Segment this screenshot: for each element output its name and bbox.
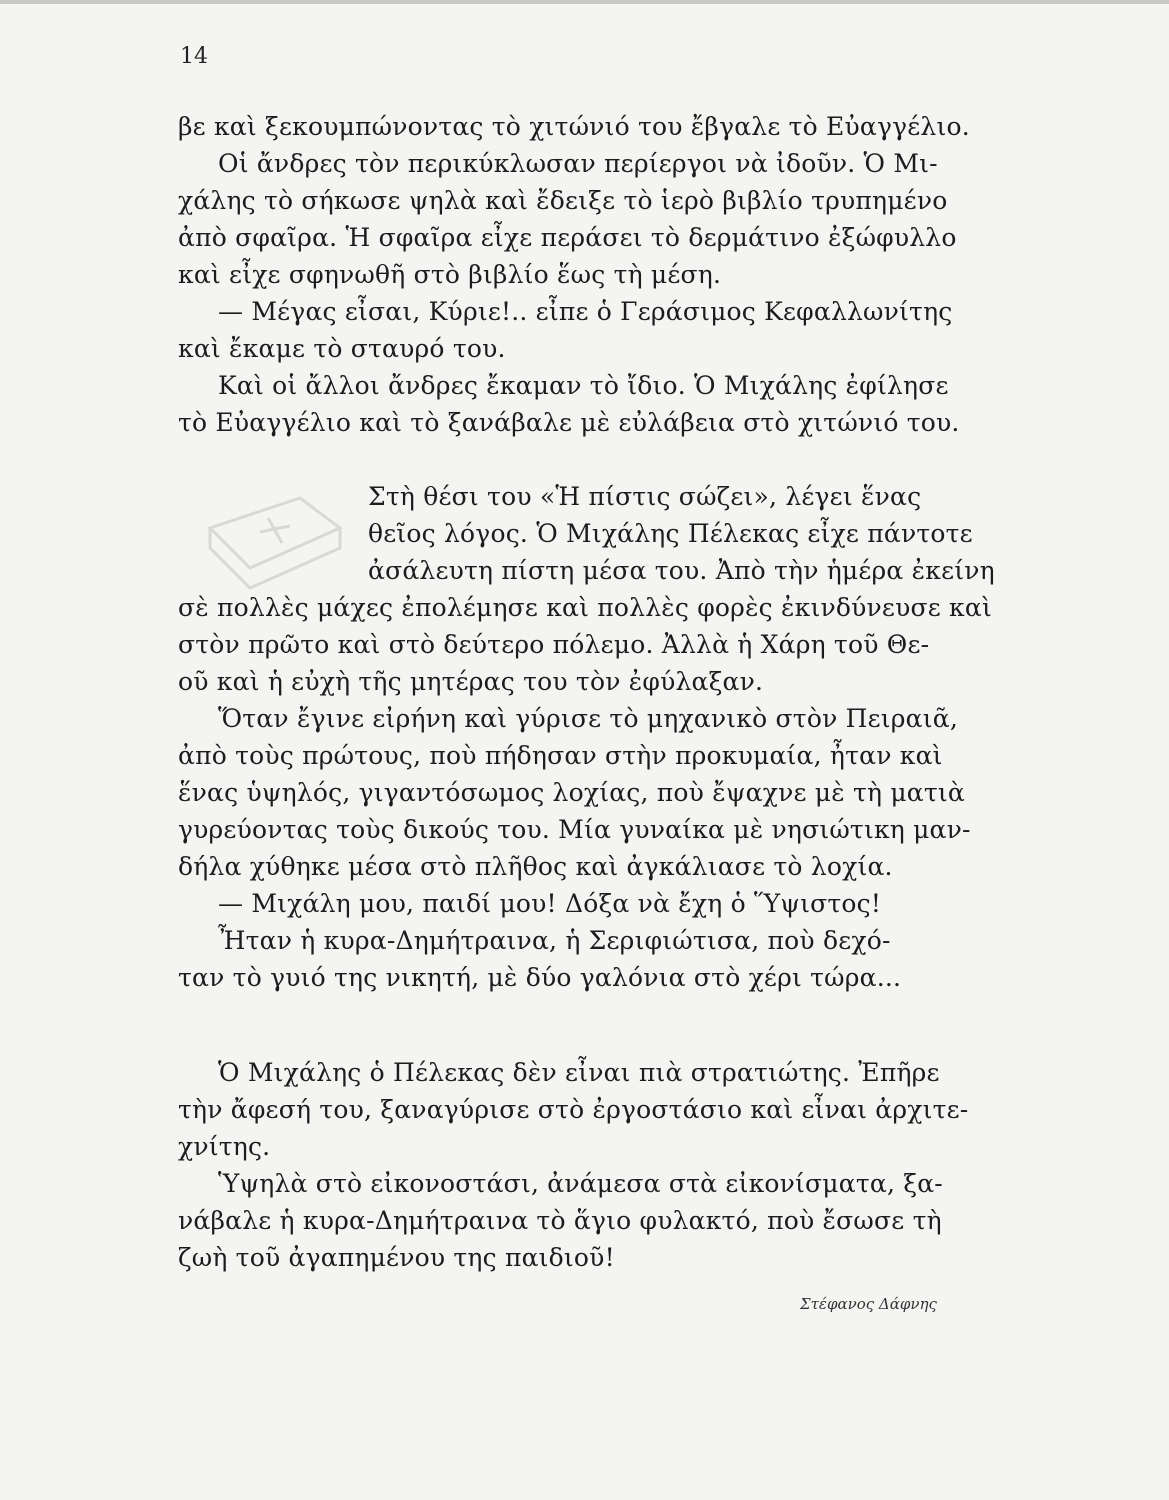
text-line: Ὁ Μιχάλης ὁ Πέλεκας δὲν εἶναι πιὰ στρατιώτης. Ἐπῆρε [218,1058,940,1087]
text-line: νάβαλε ἡ κυρα-Δημήτραινα τὸ ἅγιο φυλακτό, ποὺ ἔσωσε τὴ [178,1206,942,1235]
text-line: ἕνας ὑψηλός, γιγαντόσωμος λοχίας, ποὺ ἔψαχνε μὲ τὴ ματιὰ [178,778,965,807]
text-line: Ὑψηλὰ στὸ εἰκονοστάσι, ἀνάμεσα στὰ εἰκονίσματα, ξα- [218,1169,943,1198]
text-line: — Μέγας εἶσαι, Κύριε!.. εἶπε ὁ Γεράσιμος Κεφαλλωνίτης [218,297,953,326]
text-line: Ἦταν ἡ κυρα-Δημήτραινα, ἡ Σεριφιώτισα, ποὺ δεχό- [218,926,891,955]
text-line: χάλης τὸ σήκωσε ψηλὰ καὶ ἔδειξε τὸ ἱερὸ βιβλίο τρυπημένο [178,186,948,215]
text-line: γυρεύοντας τοὺς δικούς του. Μία γυναίκα μὲ νησιώτικη μαν- [178,815,971,844]
text-line: χνίτης. [178,1132,271,1161]
text-line: θεῖος λόγος. Ὁ Μιχάλης Πέλεκας εἶχε πάντοτε [368,519,973,548]
text-line: Ὅταν ἔγινε εἰρήνη καὶ γύρισε τὸ μηχανικὸ στὸν Πειραιᾶ, [218,704,958,733]
text-line: τὴν ἄφεσή του, ξαναγύρισε στὸ ἐργοστάσιο καὶ εἶναι ἀρχιτε- [178,1095,969,1124]
text-line: σὲ πολλὲς μάχες ἐπολέμησε καὶ πολλὲς φορὲς ἐκινδύνευσε καὶ [178,593,992,622]
page-number: 14 [180,44,208,69]
text-line: Οἱ ἄνδρες τὸν περικύκλωσαν περίεργοι νὰ ἰδοῦν. Ὁ Μι- [218,149,938,178]
text-block-middle [178,478,1044,996]
text-line: Καὶ οἱ ἄλλοι ἄνδρες ἔκαμαν τὸ ἴδιο. Ὁ Μιχάλης ἐφίλησε [218,371,949,400]
text-line: ζωὴ τοῦ ἀγαπημένου της παιδιοῦ! [178,1243,615,1272]
top-rule [0,0,1169,4]
text-line: δήλα χύθηκε μέσα στὸ πλῆθος καὶ ἀγκάλιασε τὸ λοχία. [178,852,893,881]
author-signature: Στέφανος Δάφνης [800,1295,937,1313]
text-line: Στὴ θέσι του «Ἡ πίστις σώζει», λέγει ἕνας [368,482,922,511]
text-line: βε καὶ ξεκουμπώνοντας τὸ χιτώνιό του ἔβγαλε τὸ Εὐαγγέλιο. [178,112,970,141]
text-line: ἀπὸ σφαῖρα. Ἡ σφαῖρα εἶχε περάσει τὸ δερμάτινο ἐξώφυλλο [178,223,957,252]
text-line: οῦ καὶ ἡ εὐχὴ τῆς μητέρας του τὸν ἐφύλαξαν. [178,667,764,696]
text-block-top [178,108,1044,441]
text-line: τὸ Εὐαγγέλιο καὶ τὸ ξανάβαλε μὲ εὐλάβεια στὸ χιτώνιό του. [178,408,960,437]
text-line: στὸν πρῶτο καὶ στὸ δεύτερο πόλεμο. Ἀλλὰ ἡ Χάρη τοῦ Θε- [178,630,930,659]
text-line: καὶ εἶχε σφηνωθῆ στὸ βιβλίο ἕως τὴ μέση. [178,260,722,289]
text-line: ἀσάλευτη πίστη μέσα του. Ἀπὸ τὴν ἡμέρα ἐκείνη [368,556,995,585]
text-line: — Μιχάλη μου, παιδί μου! Δόξα νὰ ἔχη ὁ Ὕψιστος! [218,889,882,918]
text-block-bottom [178,1054,1044,1276]
text-line: ταν τὸ γυιό της νικητή, μὲ δύο γαλόνια στὸ χέρι τώρα... [178,963,902,992]
text-line: ἀπὸ τοὺς πρώτους, ποὺ πήδησαν στὴν προκυμαία, ἦταν καὶ [178,741,943,770]
text-line: καὶ ἔκαμε τὸ σταυρό του. [178,334,506,363]
